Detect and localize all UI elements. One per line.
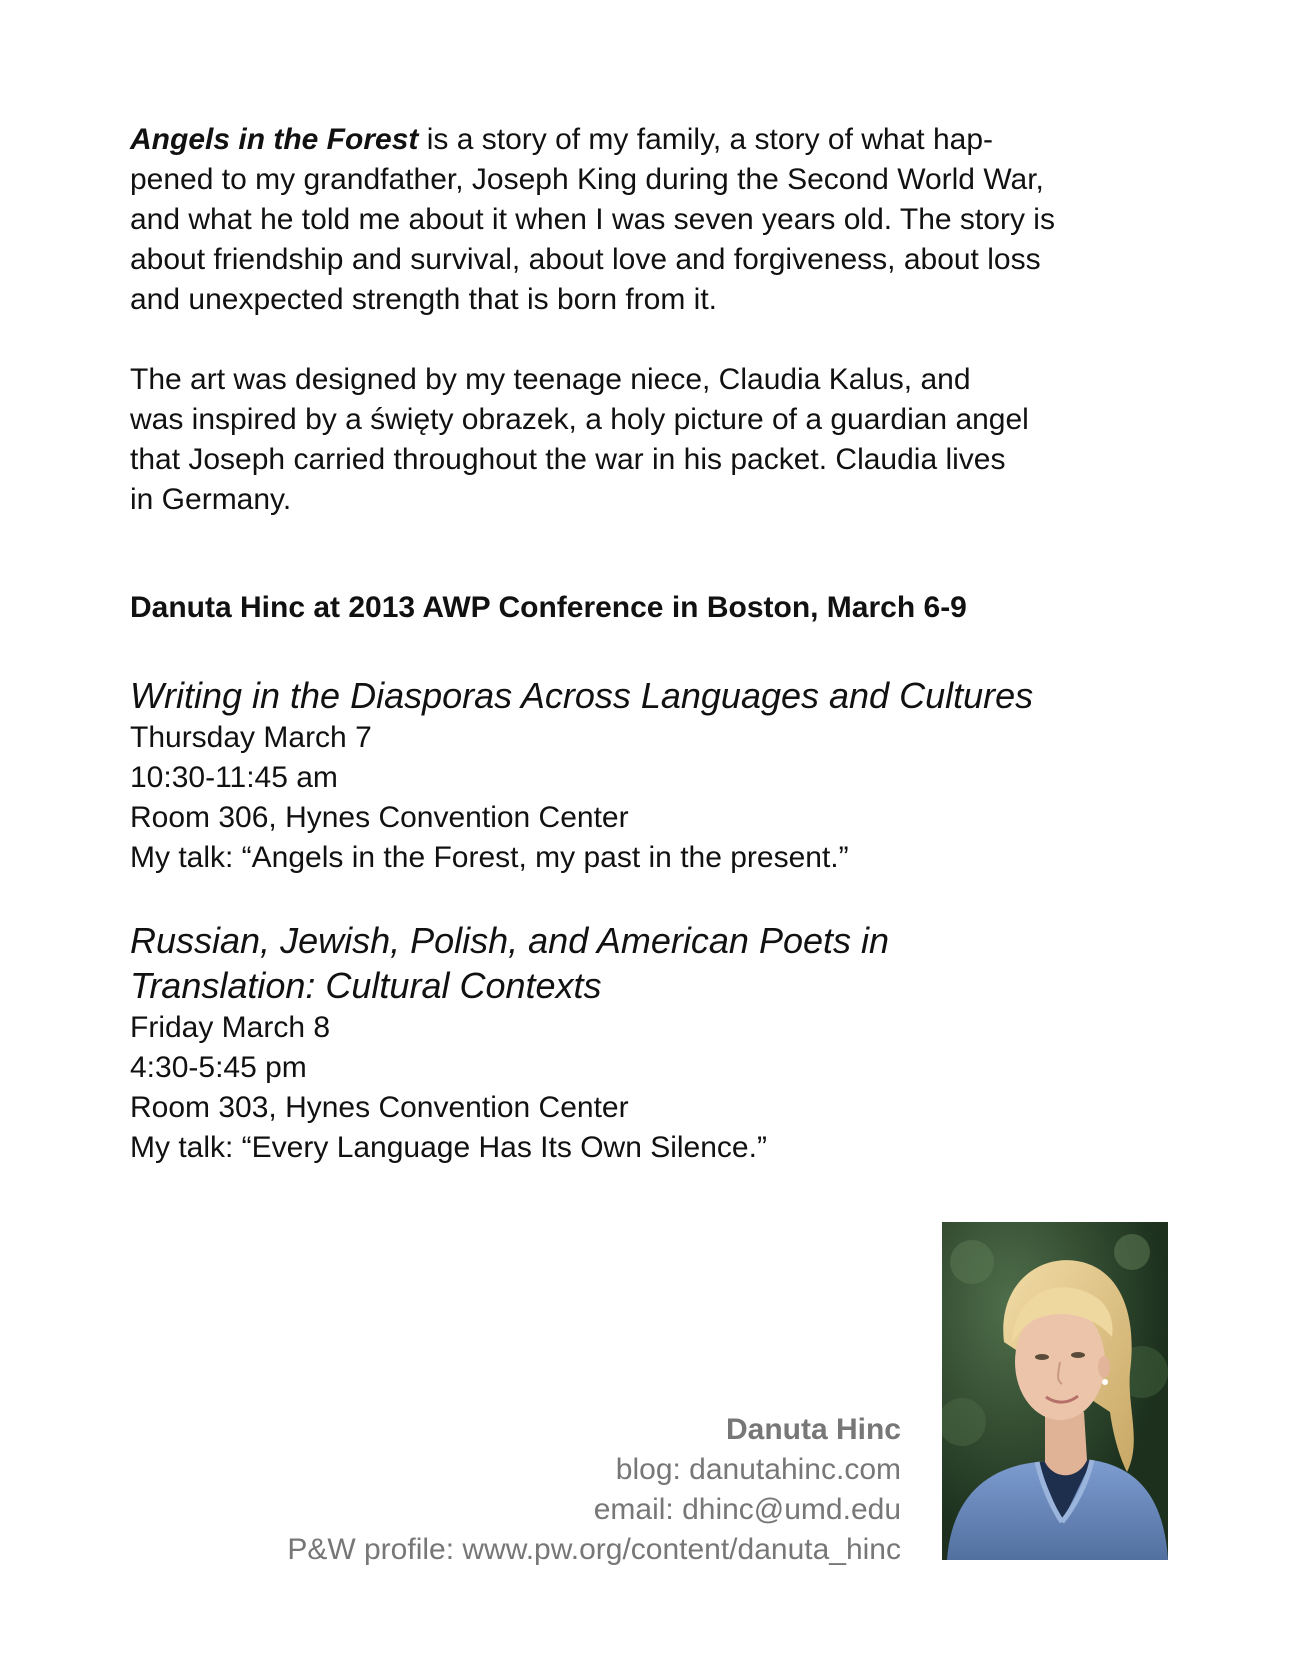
session-talk: My talk: “Every Language Has Its Own Silence.” xyxy=(130,1131,767,1164)
art-paragraph xyxy=(130,360,1170,520)
session-room: Room 303, Hynes Convention Center xyxy=(130,1091,629,1124)
session-title-line-2: Translation: Cultural Contexts xyxy=(130,965,602,1006)
session-day: Thursday March 7 xyxy=(130,721,372,754)
blog-link[interactable]: blog: danutahinc.com xyxy=(615,1453,901,1486)
email-link[interactable]: email: dhinc@umd.edu xyxy=(593,1493,901,1526)
portrait-illustration xyxy=(942,1222,1168,1560)
session-2 xyxy=(130,918,1170,1168)
intro-line-2: pened to my grandfather, Joseph King during the Second World War, xyxy=(130,163,1044,196)
session-talk: My talk: “Angels in the Forest, my past in the present.” xyxy=(130,841,849,874)
intro-line-1: is a story of my family, a story of what hap- xyxy=(418,123,994,156)
session-room: Room 306, Hynes Convention Center xyxy=(130,801,629,834)
session-title-line-1: Russian, Jewish, Polish, and American Poets in xyxy=(130,920,890,961)
session-title: Writing in the Diasporas Across Languages and Cultures xyxy=(130,675,1034,716)
session-1 xyxy=(130,673,1170,878)
profile-link[interactable]: P&W profile: www.pw.org/content/danuta_hinc xyxy=(287,1533,901,1566)
art-line-4: in Germany. xyxy=(130,483,292,516)
conference-heading: Danuta Hinc at 2013 AWP Conference in Boston, March 6-9 xyxy=(130,591,967,624)
art-line-2: was inspired by a święty obrazek, a holy picture of a guardian angel xyxy=(130,403,1029,436)
art-line-1: The art was designed by my teenage niece, Claudia Kalus, and xyxy=(130,363,971,396)
session-day: Friday March 8 xyxy=(130,1011,331,1044)
author-portrait-photo xyxy=(942,1222,1168,1560)
intro-line-3: and what he told me about it when I was seven years old. The story is xyxy=(130,203,1055,236)
intro-line-5: and unexpected strength that is born from it. xyxy=(130,283,718,316)
session-time: 4:30-5:45 pm xyxy=(130,1051,307,1084)
contact-block xyxy=(287,1410,901,1570)
intro-line-4: about friendship and survival, about love and forgiveness, about loss xyxy=(130,243,1041,276)
session-time: 10:30-11:45 am xyxy=(130,761,338,794)
author-name: Danuta Hinc xyxy=(725,1413,901,1446)
intro-paragraph xyxy=(130,120,1170,320)
art-line-3: that Joseph carried throughout the war in his packet. Claudia lives xyxy=(130,443,1006,476)
book-title: Angels in the Forest xyxy=(130,123,419,156)
